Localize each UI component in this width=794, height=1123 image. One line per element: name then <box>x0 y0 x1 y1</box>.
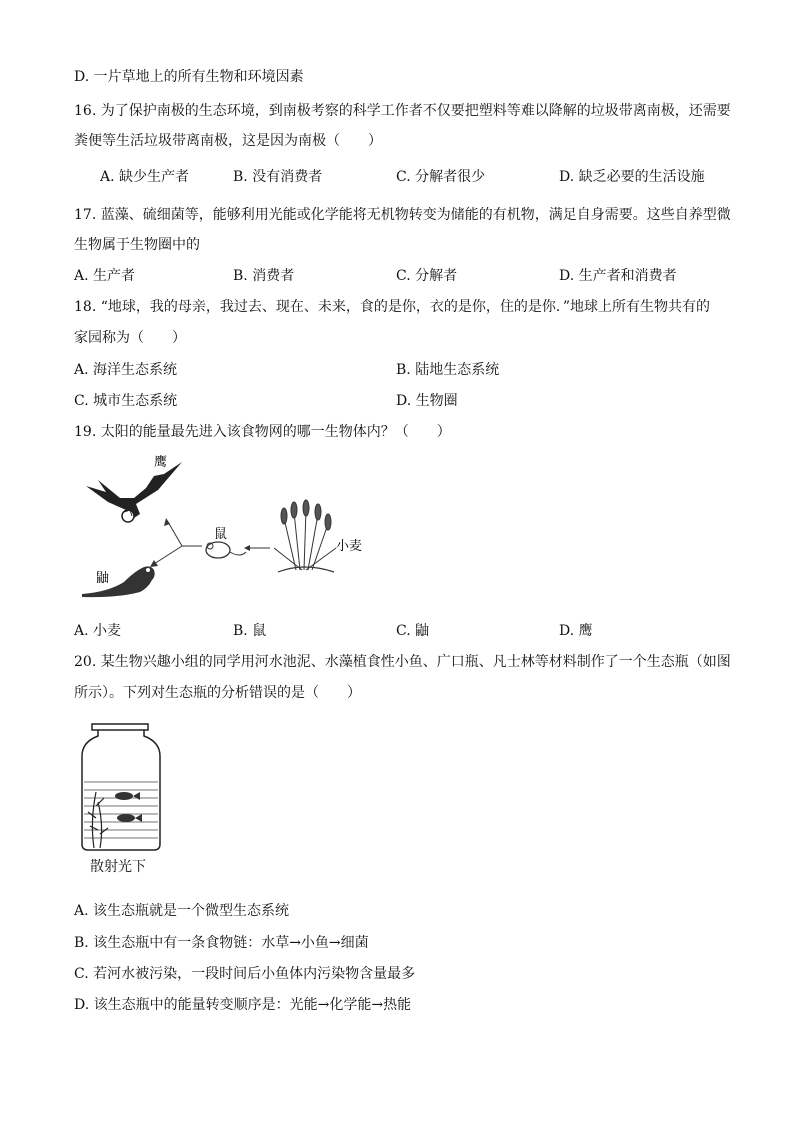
q20-option-c: C. 若河水被污染，一段时间后小鱼体内污染物含量最多 <box>74 966 416 982</box>
q16-option-c: C. 分解者很少 <box>396 169 486 185</box>
question-16-text-cont: 粪便等生活垃圾带离南极，这是因为南极（ ） <box>74 133 382 149</box>
q16-option-b: B. 没有消费者 <box>233 169 323 185</box>
q19-option-b: B. 鼠 <box>233 623 267 639</box>
wheat-label: 小麦 <box>336 539 363 554</box>
q18-option-b: B. 陆地生态系统 <box>396 362 500 378</box>
q17-option-a: A. 生产者 <box>74 268 136 284</box>
water-lines <box>84 782 158 838</box>
q17-option-d: D. 生产者和消费者 <box>559 268 677 284</box>
question-18-text: 18. “地球，我的母亲，我过去、现在、未来，食的是你，衣的是你，住的是你．”地球上所有生物共有的 <box>74 299 711 315</box>
bottle-icon <box>82 724 160 850</box>
bottle-caption: 散射光下 <box>90 859 146 875</box>
q20-option-a: A. 该生态瓶就是一个微型生态系统 <box>74 903 290 919</box>
question-20-text: 20. 某生物兴趣小组的同学用河水池泥、水藻植食性小鱼、广口瓶、凡士林等材料制作了一个生态瓶（如图 <box>74 654 731 670</box>
eagle-label: 鹰 <box>154 455 168 470</box>
question-19-text: 19. 太阳的能量最先进入该食物网的哪一生物体内？（ ） <box>74 424 451 440</box>
eagle-icon <box>86 462 182 522</box>
q20-option-b: B. 该生态瓶中有一条食物链：水草→小鱼→细菌 <box>74 935 369 951</box>
q19-option-a: A. 小麦 <box>74 623 122 639</box>
q19-option-c: C. 鼬 <box>396 623 430 639</box>
weasel-icon <box>82 566 155 597</box>
eco-bottle-figure <box>78 722 168 852</box>
wheat-icon <box>274 500 336 572</box>
q17-option-b: B. 消费者 <box>233 268 295 284</box>
q18-option-c: C. 城市生态系统 <box>74 393 178 409</box>
question-17-text: 17. 蓝藻、硫细菌等，能够利用光能或化学能将无机物转变为储能的有机物，满足自身需要。这些自养型微 <box>74 207 731 223</box>
q20-option-d: D. 该生态瓶中的能量转变顺序是：光能→化学能→热能 <box>74 997 412 1013</box>
q16-option-a: A. 缺少生产者 <box>100 169 190 185</box>
water-plant-icon <box>88 792 108 848</box>
question-17-text-cont: 生物属于生物圈中的 <box>74 237 200 253</box>
q18-option-a: A. 海洋生态系统 <box>74 362 178 378</box>
fish-icon <box>115 792 142 822</box>
mouse-icon <box>206 542 246 558</box>
mouse-label: 鼠 <box>214 527 228 542</box>
question-20-text-cont: 所示）。下列对生态瓶的分析错误的是（ ） <box>74 685 361 701</box>
q18-option-d: D. 生物圈 <box>396 393 458 409</box>
q19-option-d: D. 鹰 <box>559 623 593 639</box>
weasel-label: 鼬 <box>96 571 110 586</box>
q15-option-d: D. 一片草地上的所有生物和环境因素 <box>74 69 304 85</box>
question-18-text-cont: 家园称为（ ） <box>74 330 186 346</box>
q16-option-d: D. 缺乏必要的生活设施 <box>559 169 705 185</box>
question-16-text: 16. 为了保护南极的生态环境，到南极考察的科学工作者不仅要把塑料等难以降解的垃圾带离南极，还需要 <box>74 103 731 119</box>
q17-option-c: C. 分解者 <box>396 268 458 284</box>
food-web-figure <box>78 452 378 612</box>
